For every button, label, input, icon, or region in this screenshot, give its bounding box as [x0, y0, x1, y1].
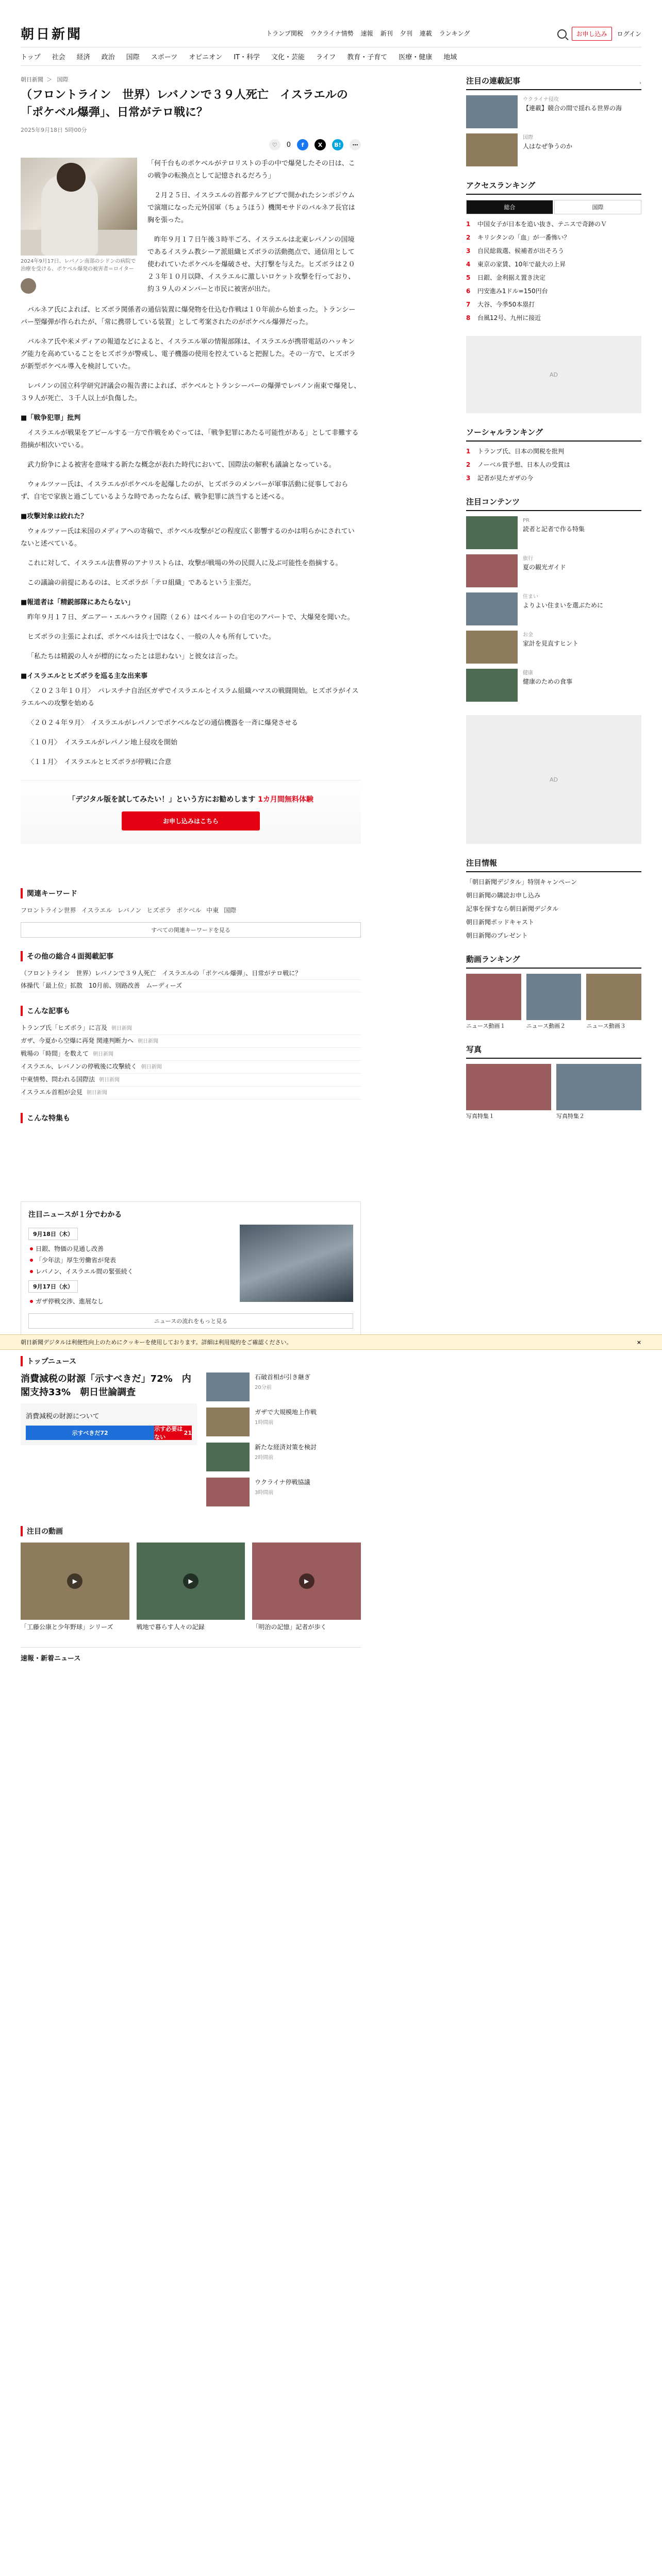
recommend-item[interactable]: [21, 1087, 361, 1099]
ranking-number: 1: [466, 448, 471, 455]
secnav-item[interactable]: 文化・芸能: [271, 54, 305, 61]
content-title[interactable]: 夏の観光ガイド: [523, 564, 566, 571]
keyword-link[interactable]: 中東: [206, 907, 219, 914]
keyword-link[interactable]: フロントライン世界: [21, 907, 76, 914]
featured-tag: ウクライナ侵攻: [523, 97, 559, 103]
body-paragraph: 「私たちは精鋭の人々が標的になったとは思わない」と彼女は言った。: [27, 653, 242, 660]
poll-question: 消費減税の財源について: [26, 1413, 100, 1420]
featured-title[interactable]: 【連載】競合の間で揺れる世界の海: [523, 105, 622, 112]
keyword-link[interactable]: 国際: [224, 907, 237, 914]
notice-title[interactable]: 記事を探すなら朝日新聞デジタル: [466, 905, 559, 912]
notice-item[interactable]: [466, 877, 641, 887]
site-logo[interactable]: 朝日新聞: [21, 27, 83, 42]
topnews-side-item[interactable]: [206, 1408, 361, 1436]
ranking-item[interactable]: [466, 473, 641, 483]
video-caption[interactable]: ニュース動画３: [586, 1023, 626, 1029]
photo-caption[interactable]: 写真特集１: [466, 1113, 494, 1120]
notice-item[interactable]: [466, 931, 641, 940]
topnav-item[interactable]: ランキング: [439, 30, 470, 37]
attention-video-list: [21, 1543, 361, 1632]
video-caption[interactable]: 「明治の記憶」記者が歩く: [252, 1623, 327, 1631]
body-paragraph: イスラエルが戦果をアピールする一方で作戦をめぐっては、「戦争犯罪にあたる可能性がある」として非難する指摘が相次いでいる。: [21, 429, 359, 449]
secnav-item[interactable]: 社会: [52, 54, 65, 61]
poll-no-bar: [154, 1426, 192, 1440]
body-paragraph: ヒズボラの主張によれば、ポケベルは兵士ではなく、一般の人々も所有していた。: [27, 633, 275, 641]
ranking-number: 4: [466, 261, 471, 268]
article-date: 2025年9月18日 5時00分: [21, 127, 87, 133]
recommend-item[interactable]: [21, 1022, 361, 1035]
notice-title[interactable]: 朝日新聞のプレゼント: [466, 932, 528, 939]
section-nav: [21, 47, 641, 66]
notice-title[interactable]: 朝日新聞の購読お申し込み: [466, 892, 541, 899]
ranking-number: 2: [466, 461, 471, 468]
keywords-heading: 関連キーワード: [21, 888, 361, 899]
content-title[interactable]: 健康のための食事: [523, 678, 573, 685]
notice-heading: 注目情報: [466, 858, 498, 868]
poll-yes-bar: [26, 1426, 154, 1440]
keyword-link[interactable]: ポケベル: [176, 907, 202, 914]
body-paragraph: ウォルツァー氏は米国のメディアへの寄稿で、ポケベル攻撃がどの程度広く影響するのかは明らかにされていないと述べている。: [21, 528, 355, 548]
body-paragraph: バルネア氏によれば、ヒズボラ関係者の通信装置に爆発物を仕込む作戦は１０年前から始まった。トランシーバー型爆弾が作られたが、「常に携帯している装置」として考案されたのがポケベル爆弾だった。: [21, 306, 356, 326]
content-tag: お金: [523, 632, 533, 638]
article-photo[interactable]: [21, 158, 137, 256]
keyword-link[interactable]: ヒズボラ: [146, 907, 172, 914]
article-column: [21, 75, 361, 1663]
recommend-title[interactable]: イスラエル首相が会見: [21, 1089, 82, 1096]
subscribe-button[interactable]: お申し込み: [572, 27, 612, 41]
ranking-title[interactable]: トランプ氏、日本の関税を批判: [477, 448, 565, 455]
video-item[interactable]: [526, 974, 582, 1030]
video-item[interactable]: [586, 974, 641, 1030]
topnav-item[interactable]: ウクライナ情勢: [310, 30, 354, 37]
photo-thumbnail[interactable]: [556, 1064, 641, 1110]
recommend-title[interactable]: 戦場の「時間」を数えて: [21, 1050, 89, 1057]
recommend-item[interactable]: [21, 1035, 361, 1048]
topnews-side-item[interactable]: [206, 1372, 361, 1401]
content-thumbnail[interactable]: [466, 592, 518, 625]
paywall-text-b: 1カ月間無料体験: [258, 795, 313, 804]
recommend-title[interactable]: トランプ氏「ヒズボラ」に言及: [21, 1024, 108, 1031]
search-icon[interactable]: [557, 29, 567, 39]
video-caption[interactable]: 「工藤公康と少年野球」シリーズ: [21, 1623, 113, 1631]
secnav-item[interactable]: オピニオン: [189, 54, 223, 61]
ranking-title[interactable]: 台風12号、九州に接近: [477, 314, 541, 321]
poll-no-label: 示す必要はない: [154, 1426, 183, 1440]
topnews-side-list: [206, 1372, 361, 1513]
recommend-source: 朝日新聞: [99, 1077, 120, 1083]
featured-tag: 国際: [523, 135, 533, 141]
hatena-bookmark-icon[interactable]: B!: [332, 139, 343, 150]
recommend-source: 朝日新聞: [93, 1052, 114, 1057]
content-thumbnail[interactable]: [466, 631, 518, 664]
ranking-title[interactable]: キリシタンの「血」が一番怖い？: [477, 234, 570, 241]
video-thumbnail[interactable]: [466, 974, 521, 1020]
content-item[interactable]: [466, 592, 641, 625]
featured-heading: 注目の連載記事: [466, 76, 521, 86]
news-time: 20分前: [255, 1385, 272, 1391]
recommend-item[interactable]: [21, 1074, 361, 1087]
secnav-item[interactable]: スポーツ: [151, 54, 178, 61]
body-paragraph: バルネア氏や米メディアの報道などによると、イスラエル軍の情報部隊は、イスラエルが携帯電話のハッキング能力を高めていることをヒズボラが警戒し、電子機器の使用を控えていると把握した。その一方で、ヒズボラが新型ポケベル導入を検討していた。: [21, 338, 356, 370]
news-title[interactable]: ウクライナ停戦協議: [255, 1479, 310, 1486]
topnews-side-item[interactable]: [206, 1443, 361, 1471]
ranking-item[interactable]: [466, 260, 641, 269]
breadcrumb: 朝日新聞 ＞ 国際: [21, 76, 69, 83]
ranking-title[interactable]: 円安進み1ドル=150円台: [477, 287, 548, 295]
video-thumbnail[interactable]: [21, 1543, 129, 1620]
site-header: [21, 0, 641, 47]
photo-caption[interactable]: 写真特集２: [556, 1113, 585, 1120]
breadcrumb-item[interactable]: 朝日新聞: [21, 76, 43, 83]
recommend-source: 朝日新聞: [111, 1026, 133, 1031]
ranking-item[interactable]: [466, 313, 641, 323]
ranking-tab[interactable]: 国際: [554, 200, 641, 214]
news-thumbnail[interactable]: [206, 1408, 250, 1436]
secnav-item[interactable]: 医療・健康: [399, 54, 433, 61]
poll-no-value: 21: [184, 1429, 192, 1436]
ranking-item[interactable]: [466, 286, 641, 296]
featured-title[interactable]: 人はなぜ争うのか: [523, 143, 573, 150]
poll-box: [21, 1403, 197, 1445]
content-thumbnail[interactable]: [466, 669, 518, 702]
video-ranking-heading: 動画ランキング: [466, 955, 520, 964]
timeline-card-heading: 注目ニュースが１分でわかる: [28, 1211, 122, 1219]
news-thumbnail[interactable]: [206, 1372, 250, 1401]
related-item[interactable]: 体操代「最上位」拡散 10月前、別路改善 ムーディーズ: [21, 980, 361, 992]
video-caption[interactable]: ニュース動画２: [526, 1023, 566, 1029]
secnav-item[interactable]: トップ: [21, 54, 41, 61]
notice-title[interactable]: 朝日新聞ポッドキャスト: [466, 919, 535, 926]
ranking-number: 1: [466, 221, 471, 228]
x-icon[interactable]: X: [315, 139, 326, 150]
keywords-more-button[interactable]: すべての関連キーワードを見る: [21, 922, 361, 938]
body-paragraph: ウォルツァー氏は、イスラエルがポケベルを起爆したのが、ヒズボラのメンバーが軍事活動に従事しておらず、自宅で家族と過ごしているような時であったならば、戦争犯罪に該当すると述べる。: [21, 481, 349, 501]
notice-item[interactable]: [466, 918, 641, 927]
content-item[interactable]: [466, 669, 641, 702]
share-bar: [21, 139, 361, 150]
ranking-item[interactable]: [466, 233, 641, 242]
cookie-banner: [0, 1334, 662, 1350]
body-subheading: ■「戦争犯罪」批判: [21, 414, 81, 422]
content-title[interactable]: よりよい住まいを選ぶために: [523, 602, 604, 609]
top-nav: [266, 29, 470, 38]
ranking-title[interactable]: 大谷、今季50本塁打: [477, 301, 535, 308]
article-body: [21, 304, 361, 769]
topnav-item[interactable]: トランプ関税: [266, 30, 304, 37]
cookie-text: 朝日新聞デジタルは利便性向上のためにクッキーを使用しております。詳細は利用規約をご確認ください。: [21, 1339, 292, 1346]
paywall: [21, 780, 361, 844]
ranking-item[interactable]: [466, 219, 641, 229]
body-subheading: ■報道者は「精鋭部隊にあたらない」: [21, 599, 135, 606]
ranking-number: 8: [466, 314, 471, 321]
attention-video[interactable]: [252, 1543, 361, 1632]
timeline-date: 9月17日（水）: [28, 1280, 78, 1293]
content-tag: 旅行: [523, 556, 533, 562]
keyword-list: [21, 905, 361, 916]
poll-yes-value: 72: [100, 1429, 108, 1436]
ranking-title[interactable]: ノーベル賞予想、日本人の受賞は: [477, 461, 570, 468]
facebook-icon[interactable]: f: [297, 139, 308, 150]
news-thumbnail[interactable]: [206, 1478, 250, 1506]
lead-paragraph: ２月２５日、イスラエルの首都テルアビブで開かれたシンポジウムで演壇になった元外国軍（ちょうほう）機関モサドのバルネア長官は胸を張った。: [147, 192, 355, 224]
timeline-more-button[interactable]: ニュースの流れをもっと見る: [28, 1313, 353, 1329]
secnav-item[interactable]: 経済: [76, 54, 90, 61]
like-icon[interactable]: ♡: [269, 139, 280, 150]
attention-video[interactable]: [21, 1543, 129, 1632]
video-thumbnail[interactable]: [137, 1543, 245, 1620]
secnav-item[interactable]: 教育・子育て: [347, 54, 388, 61]
timeline-entry: 〈２０２３年１０月〉 パレスチナ自治区ガザでイスラエルとイスラム組織ハマスの戦闘開始。ヒズボラがイスラエルへの攻撃を始める: [21, 687, 359, 707]
login-link[interactable]: ログイン: [617, 30, 641, 38]
photo-heading: 写真: [466, 1045, 482, 1054]
timeline-heading: ■イスラエルとヒズボラを巡る主な出来事: [21, 672, 148, 680]
body-subheading: ■攻撃対象は絞れた？: [21, 513, 88, 520]
recommend-title[interactable]: ガザ、今夏から空爆に再発 関連判断力へ: [21, 1037, 134, 1044]
content-tag: PR: [523, 518, 529, 523]
body-paragraph: レバノンの国立科学研究評議会の報告書によれば、ポケベルとトランシーバーの爆弾でレバノン南東で爆発し、３９人が死亡、３千人以上が負傷した。: [21, 382, 361, 402]
recommend-source: 朝日新聞: [137, 1039, 158, 1044]
notice-item[interactable]: [466, 891, 641, 900]
topnews-side-item[interactable]: [206, 1478, 361, 1506]
ranking-number: 3: [466, 247, 471, 255]
lead-text: [147, 158, 361, 296]
topnews-heading: トップニュース: [21, 1356, 361, 1366]
recommend-item[interactable]: [21, 1048, 361, 1061]
article-lead: [21, 158, 361, 296]
paywall-text: [21, 794, 361, 804]
ranking-tab[interactable]: 総合: [466, 200, 553, 214]
play-icon[interactable]: ▶: [183, 1573, 198, 1589]
content-tag: 住まい: [523, 594, 538, 600]
photo-caption: 2024年9月17日、レバノン南部のシドンの病院で治療を受ける、ポケベル爆発の被害者＝ロイター: [21, 259, 136, 272]
ranking-title[interactable]: 記者が見たガザの今: [477, 474, 534, 482]
topnav-item[interactable]: 速報: [360, 30, 373, 37]
more-link[interactable]: ›: [639, 80, 641, 86]
sidebar: [466, 75, 641, 1663]
attention-video[interactable]: [137, 1543, 245, 1632]
video-caption[interactable]: ニュース動画１: [466, 1023, 506, 1029]
topnav-item[interactable]: 連載: [419, 30, 432, 37]
secnav-item[interactable]: IT・科学: [234, 54, 260, 61]
ranking-number: 7: [466, 301, 471, 308]
featured-thumbnail[interactable]: [466, 133, 518, 166]
content-item[interactable]: [466, 631, 641, 664]
advertisement[interactable]: AD: [466, 336, 641, 413]
ranking-title[interactable]: 東京の家賃、10年で最大の上昇: [477, 261, 566, 268]
author-byline: [21, 278, 137, 294]
attention-video-heading: 注目の動画: [21, 1526, 361, 1536]
news-title[interactable]: 新たな経済対策を検討: [255, 1444, 317, 1451]
news-time: 2時間前: [255, 1455, 274, 1461]
notice-title[interactable]: 「朝日新聞デジタル」特別キャンペーン: [466, 878, 577, 886]
content-heading: 注目コンテンツ: [466, 497, 520, 506]
recommend-source: 朝日新聞: [86, 1090, 107, 1096]
timeline-entry: 〈１１月〉 イスラエルとヒズボラが停戦に合意: [27, 758, 172, 766]
photo-item[interactable]: [556, 1064, 641, 1121]
keyword-link[interactable]: レバノン: [117, 907, 142, 914]
body-paragraph: これに対して、イスラエル法曹界のアナリストらは、攻撃が戦場の外の民間人に及ぶ可能性を指摘する。: [27, 560, 342, 567]
secnav-item[interactable]: 政治: [101, 54, 115, 61]
news-title[interactable]: ガザで大規模地上作戦: [255, 1409, 317, 1416]
photo-item[interactable]: [466, 1064, 551, 1121]
ranking-number: 3: [466, 474, 471, 482]
topnav-item[interactable]: 夕刊: [400, 30, 412, 37]
body-paragraph: 昨年９月１７日、ダニアー・エルハラウィ国際（２６）はベイルートの自宅のアパートで、大爆発を聞いた。: [27, 614, 354, 621]
secnav-item[interactable]: ライフ: [316, 54, 336, 61]
video-thumbnail[interactable]: [526, 974, 582, 1020]
lead-quote: 「何千台ものポケベルがテロリストの手の中で爆発したその日は、この戦争の転換点として記憶されるだろう」: [147, 160, 355, 180]
paywall-subscribe-button[interactable]: お申し込みはこちら: [122, 811, 260, 831]
secnav-item[interactable]: 地域: [443, 54, 457, 61]
header-utility: [557, 27, 641, 41]
play-icon[interactable]: ▶: [67, 1573, 82, 1589]
ranking-item[interactable]: [466, 300, 641, 309]
ranking-item[interactable]: [466, 447, 641, 456]
photo-thumbnail[interactable]: [466, 1064, 551, 1110]
timeline-entry: 〈１０月〉 イスラエルがレバノン地上侵攻を開始: [27, 739, 177, 747]
more-share-icon[interactable]: ⋯: [350, 139, 361, 150]
timeline-item[interactable]: 日銀、物価の見通し改善: [28, 1243, 231, 1255]
secnav-item[interactable]: 国際: [126, 54, 140, 61]
ranking-item[interactable]: [466, 246, 641, 256]
timeline-item[interactable]: 「少年法」厚生労働省が発表: [28, 1255, 231, 1266]
footer-heading: 速報・新着ニュース: [21, 1647, 361, 1663]
timeline-card: [21, 1201, 361, 1343]
recommend-list: [21, 1022, 361, 1099]
ranking-title[interactable]: 日銀、金利据え置き決定: [477, 274, 546, 281]
recommend-source: 朝日新聞: [141, 1064, 162, 1070]
ranking-title[interactable]: 自民総裁選、候補者が出そろう: [477, 247, 565, 255]
content-tag: 健康: [523, 670, 533, 676]
cookie-close-button[interactable]: ×: [636, 1338, 641, 1346]
topnews-title[interactable]: 消費減税の財源「示すべきだ」72% 内閣支持33% 朝日世論調査: [21, 1374, 191, 1398]
poll-bar: [26, 1426, 192, 1440]
featured-thumbnail[interactable]: [466, 95, 518, 128]
timeline-entry: 〈２０２４年９月〉 イスラエルがレバノンでポケベルなどの通信機器を一斉に爆発させる: [27, 719, 298, 727]
advertisement[interactable]: AD: [466, 715, 641, 844]
video-caption[interactable]: 戦地で暮らす人々の記録: [136, 1623, 205, 1631]
ranking-number: 5: [466, 274, 471, 281]
video-thumbnail[interactable]: [252, 1543, 361, 1620]
news-time: 3時間前: [255, 1490, 274, 1496]
ranking-item[interactable]: [466, 273, 641, 282]
video-thumbnail[interactable]: [586, 974, 641, 1020]
featured-item[interactable]: [466, 133, 641, 166]
ranking-number: 6: [466, 287, 471, 295]
content-title[interactable]: 家計を見直すヒント: [523, 640, 579, 647]
poll-yes-label: 示すべきだ: [72, 1430, 101, 1436]
body-paragraph: 武力紛争による被害を意味する新たな概念が表れた時代において、国際法の解釈も議論となっている。: [27, 461, 336, 469]
news-title[interactable]: 石破首相が引き継ぎ: [255, 1374, 311, 1381]
featured-item[interactable]: [466, 95, 641, 128]
news-time: 1時間前: [255, 1420, 274, 1426]
timeline-list: [28, 1225, 231, 1307]
recommend-item[interactable]: [21, 1061, 361, 1074]
author-avatar[interactable]: [21, 278, 36, 294]
content-thumbnail[interactable]: [466, 516, 518, 549]
notice-item[interactable]: [466, 904, 641, 913]
timeline-item[interactable]: レバノン、イスラエル間の緊張続く: [28, 1266, 231, 1277]
lead-paragraph: 昨年９月１７日午後３時半ごろ、イスラエルは北東レバノンの国境であるイスラム教シーア派組織ヒズボラの活動拠点で、通信用として使われていたポケベルを爆破させ、大打撃を与えた。ヒズボラは２０２３年１０月以降、イスラエルに激しいロケット攻撃を行っており、約３９人のメンバーと市民に被害が出た。: [147, 236, 355, 293]
content-thumbnail[interactable]: [466, 554, 518, 587]
ranking-heading: アクセスランキング: [466, 181, 536, 190]
timeline-item[interactable]: ガザ停戦交渉、進展なし: [28, 1296, 231, 1307]
paywall-text-a: 「デジタル版を試してみたい！」という方にお勧めします: [68, 795, 256, 804]
article-title: （フロントライン 世界）レバノンで３９人死亡 イスラエルの「ポケベル爆弾」、日常がテロ戦に？: [21, 89, 348, 119]
content-item[interactable]: [466, 554, 641, 587]
topnav-item[interactable]: 新刊: [380, 30, 393, 37]
recommend-title[interactable]: イスラエル、レバノンの停戦後に攻撃続く: [21, 1063, 137, 1070]
ranking-number: 2: [466, 234, 471, 241]
ranking-item[interactable]: [466, 460, 641, 469]
keyword-link[interactable]: イスラエル: [81, 907, 112, 914]
play-icon[interactable]: ▶: [299, 1573, 315, 1589]
social-heading: ソーシャルランキング: [466, 428, 543, 437]
timeline-photo[interactable]: [240, 1225, 353, 1302]
ranking-title[interactable]: 中国女子が日本を追い抜き、テニスで奇跡のＶ: [477, 221, 607, 228]
timeline-date: 9月18日（木）: [28, 1228, 78, 1240]
breadcrumb-item[interactable]: 国際: [57, 76, 69, 83]
news-thumbnail[interactable]: [206, 1443, 250, 1471]
related-heading: その他の総合４面掲載記事: [21, 951, 361, 961]
related-list: [21, 968, 361, 992]
feature-heading: こんな特集も: [21, 1113, 361, 1123]
recommend-title[interactable]: 中東情勢、問われる国際法: [21, 1076, 95, 1083]
content-title[interactable]: 読者と記者で作る特集: [523, 526, 585, 533]
body-paragraph: この議論の前提にあるのは、ヒズボラが「テロ組織」であるという主張だ。: [27, 579, 256, 587]
related-item[interactable]: （フロントライン 世界）レバノンで３９人死亡 イスラエルの「ポケベル爆弾」、日常がテロ戦に？: [21, 968, 361, 980]
content-item[interactable]: [466, 516, 641, 549]
like-count: 0: [286, 141, 291, 149]
video-item[interactable]: [466, 974, 521, 1030]
recommend-heading: こんな記事も: [21, 1006, 361, 1016]
topnews: [21, 1372, 361, 1513]
